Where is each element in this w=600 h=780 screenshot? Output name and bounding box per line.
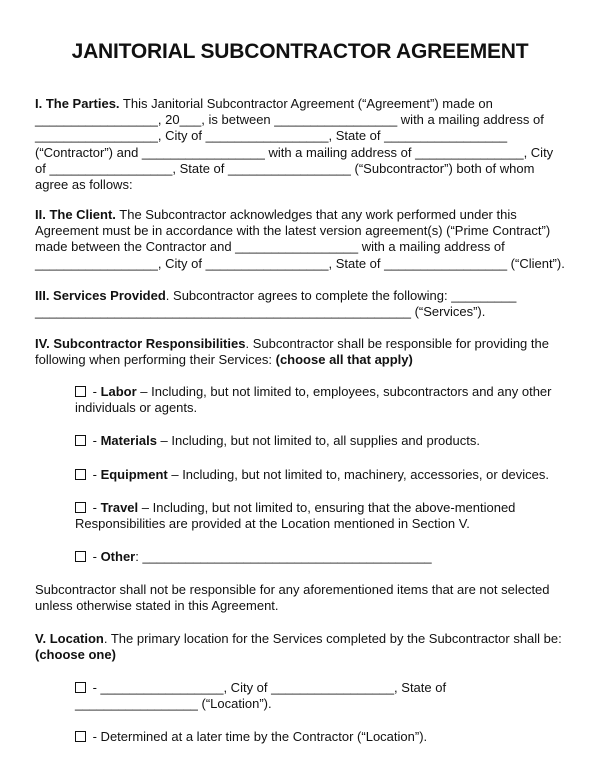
section-services	[35, 288, 565, 320]
checkbox[interactable]	[75, 386, 86, 397]
option-equipment: - Equipment – Including, but not limited to, machinery, accessories, or devices.	[75, 467, 570, 483]
exclusion-note: Subcontractor shall not be responsible for any aforementioned items that are not selected unless otherwise stated in this Agreement.	[35, 582, 550, 614]
section-heading: III. Services Provided	[35, 288, 166, 303]
section-heading: IV. Subcontractor Responsibilities	[35, 336, 246, 351]
location-option-address	[75, 680, 570, 712]
option-text: – Including, but not limited to, all supplies and products.	[156, 433, 480, 448]
choose-one-note: (choose one)	[35, 647, 116, 663]
option-text: – Including, but not limited to, employees, subcontractors and any other individuals or agents.	[75, 384, 552, 416]
section-heading: V. Location	[35, 631, 104, 646]
checkbox[interactable]	[75, 731, 86, 742]
section-parties	[35, 96, 565, 193]
option-text: - Determined at a later time by the Contractor (“Location”).	[89, 729, 428, 744]
section-text: This Janitorial Subcontractor Agreement (“Agreement”) made on _________________, 20___, is between _________________ with a mailing address of _________________, City of _________________, State of _________________ (“Contractor”) and _________________ with a mailing address of _______________, City of _________________, State of _________________ (“Subcontractor”) both of whom agree as follows:	[35, 96, 554, 193]
section-text: . Subcontractor shall be responsible for providing the following when performing their Services:	[35, 336, 549, 368]
option-label: Materials	[100, 433, 157, 448]
section-client	[35, 207, 565, 272]
section-text: . Subcontractor agrees to complete the following: _________ ____________________________________________________ (“Services”).	[35, 288, 517, 320]
section-text: . The primary location for the Services completed by the Subcontractor shall be:	[103, 631, 562, 646]
page-title: JANITORIAL SUBCONTRACTOR AGREEMENT	[71, 40, 529, 63]
section-heading: II. The Client.	[35, 207, 116, 222]
option-travel: - Travel – Including, but not limited to, ensuring that the above-mentioned Responsibilities are provided at the Location mentioned in Section V.	[75, 500, 516, 532]
location-option-later	[75, 729, 570, 745]
option-other: - Other: ________________________________________	[75, 549, 570, 565]
checkbox[interactable]	[75, 469, 86, 480]
option-text: – Including, but not limited to, machinery, accessories, or devices.	[167, 467, 550, 482]
choose-all-note: (choose all that apply)	[275, 352, 413, 368]
section-location	[35, 631, 565, 663]
option-label: Other	[100, 549, 136, 564]
checkbox[interactable]	[75, 551, 86, 562]
option-label: Labor	[100, 384, 137, 399]
option-materials: - Materials – Including, but not limited to, all supplies and products.	[75, 433, 570, 449]
checkbox[interactable]	[75, 435, 86, 446]
section-responsibilities	[35, 336, 565, 368]
section-heading: I. The Parties.	[35, 96, 120, 111]
checkbox[interactable]	[75, 682, 86, 693]
option-text: – Including, but not limited to, ensuring that the above-mentioned Responsibilities are provided at the Location mentioned in Section V.	[75, 500, 516, 532]
option-labor: - Labor – Including, but not limited to, employees, subcontractors and any other individuals or agents.	[75, 384, 552, 416]
option-text: - _________________, City of _________________, State of _________________ (“Location”).	[75, 680, 447, 712]
option-label: Equipment	[100, 467, 168, 482]
option-label: Travel	[100, 500, 139, 515]
option-text: : ________________________________________	[135, 549, 432, 564]
section-text: The Subcontractor acknowledges that any work performed under this Agreement must be in accordance with the latest version agreement(s) (“Prime Contract”) made between the Contractor and _________________ with a mailing address of _________________, City of _________________, State of _________________ (“Client”).	[35, 207, 565, 271]
checkbox[interactable]	[75, 502, 86, 513]
